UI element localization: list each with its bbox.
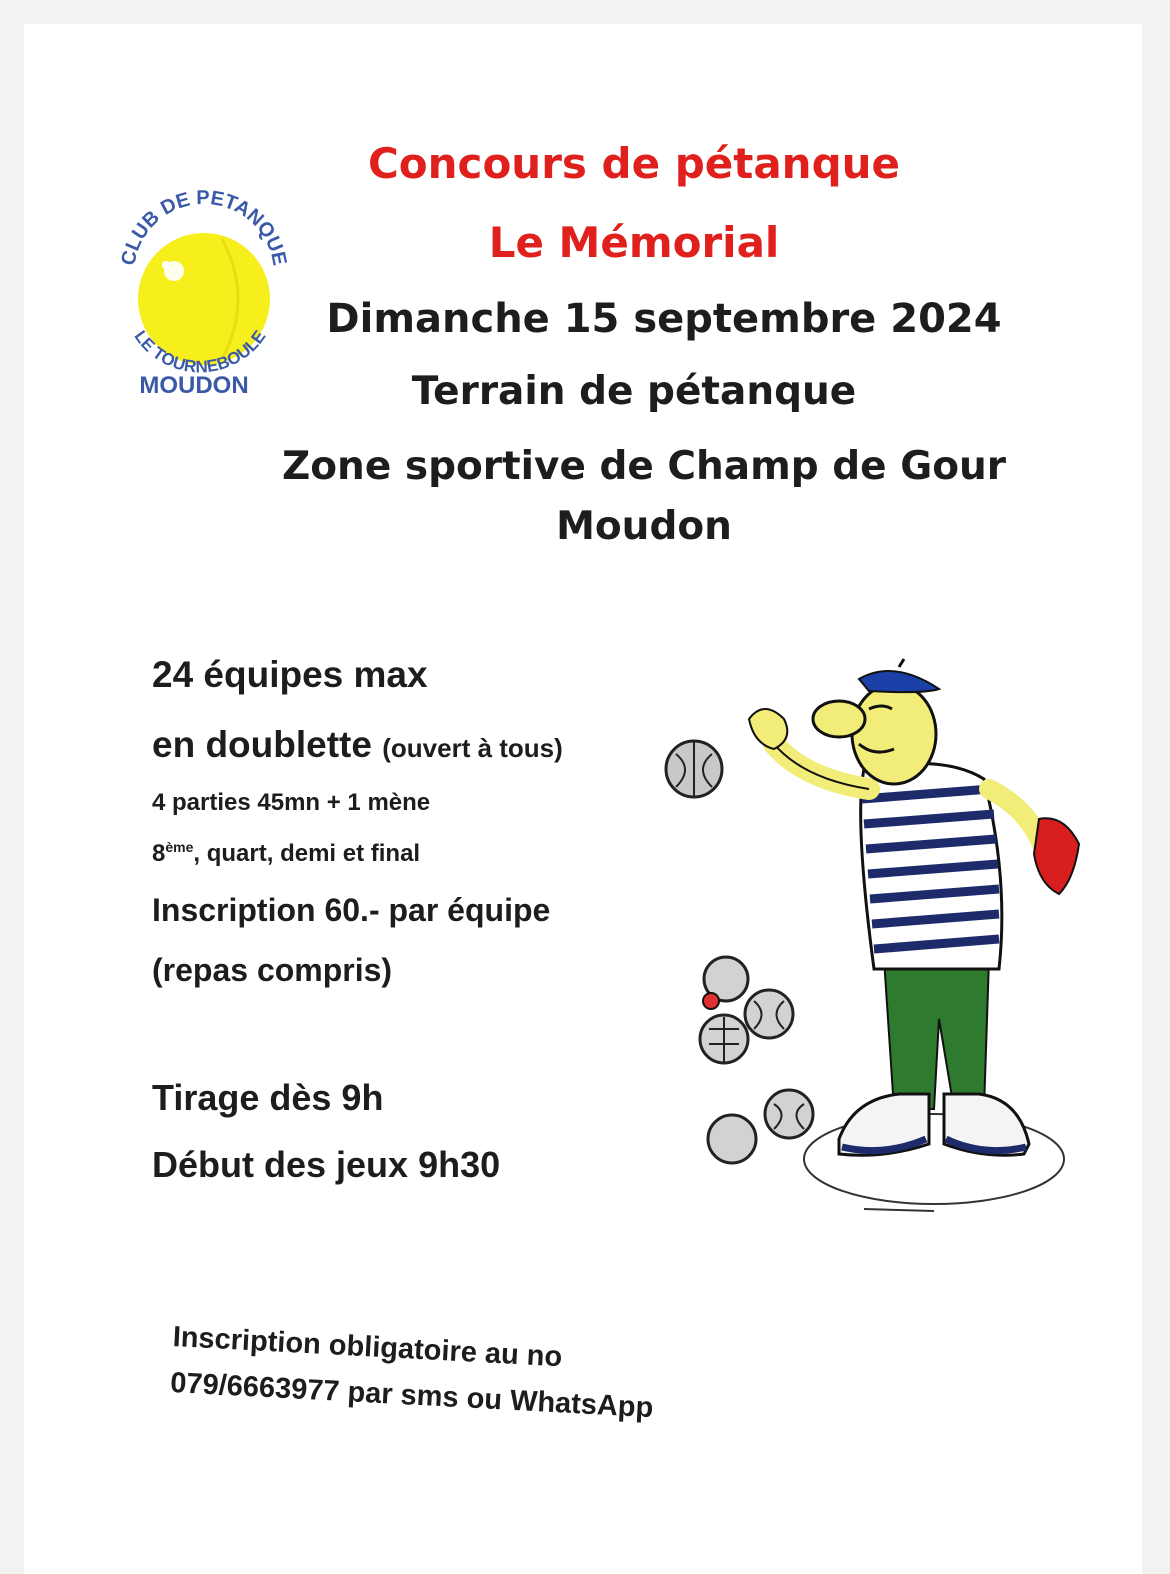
start-time: Début des jeux 9h30 [152,1144,501,1185]
fee-line: Inscription 60.- par équipe [152,892,551,928]
format-line [152,724,563,766]
rounds-line [152,839,420,868]
teams-max: 24 équipes max [152,654,428,695]
logo-town: MOUDON [139,372,249,399]
event-subtitle: Le Mémorial [488,218,780,267]
event-date: Dimanche 15 septembre 2024 [326,296,1002,342]
logo-arc-top: CLUB DE PETANQUE [117,186,291,268]
registration-note [169,1314,793,1438]
venue-line-1: Terrain de pétanque [411,369,857,414]
petanque-player-illustration [654,639,1084,1239]
rounds-sup: ème [165,839,194,855]
registration-line-1: Inscription obligatoire au no [171,1320,564,1374]
registration-line-2: 079/6663977 par sms ou WhatsApp [169,1366,655,1425]
draw-time: Tirage dès 9h [152,1077,384,1118]
poster [24,24,1142,1574]
logo-arc-bottom: LE TOURNEBOULE [130,327,270,377]
rounds-prefix: 8 [152,840,166,867]
venue-line-3: Moudon [556,504,732,549]
rounds-rest: , quart, demi et final [193,840,421,867]
format-note: (ouvert à tous) [382,733,563,763]
games-line: 4 parties 45mn + 1 mène [152,789,431,816]
fee-note: (repas compris) [152,952,393,988]
event-title: Concours de pétanque [367,139,901,188]
format-text: en doublette [152,724,372,765]
venue-line-2: Zone sportive de Champ de Gour [281,444,1006,489]
